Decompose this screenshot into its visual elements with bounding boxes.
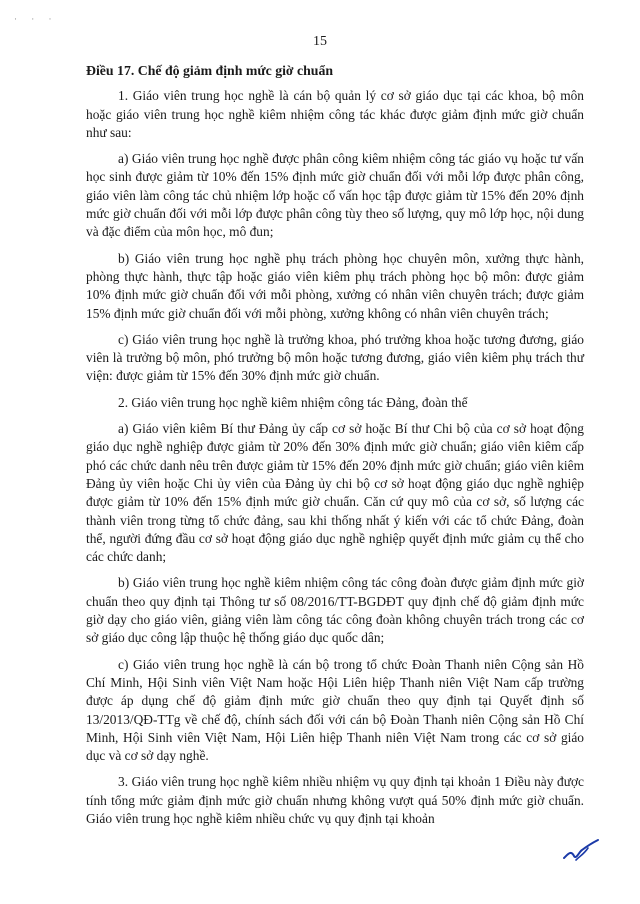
initial-signature-mark <box>562 838 602 866</box>
paragraph: c) Giáo viên trung học nghề là cán bộ trong tổ chức Đoàn Thanh niên Cộng sản Hồ Chí Minh, Hội Sinh viên Việt Nam hoặc Hội Liên hiệp Thanh niên Việt Nam cấp trường được áp dụng chế độ giảm định mức giờ chuẩn theo quy định tại Quyết định số 13/2013/QĐ-TTg về chế độ, chính sách đối với cán bộ Đoàn Thanh niên Cộng sản Hồ Chí Minh, Hội Sinh viên Việt Nam, Hội Liên hiệp Thanh niên Việt Nam trong các cơ sở giáo dục và cơ sở dạy nghề. <box>86 656 584 764</box>
paragraph: a) Giáo viên trung học nghề được phân công kiêm nhiệm công tác giáo vụ hoặc tư vấn học sinh được giảm từ 10% đến 15% định mức giờ chuẩn đối với mỗi lớp được phân công, giáo viên làm công tác chủ nhiệm lớp hoặc cố vấn học tập được giảm từ 15% đến 20% định mức giờ chuẩn đối với mỗi lớp được phân công tùy theo số lượng, quy mô lớp học, nội dung và đặc điểm của môn học, mô đun; <box>86 151 584 240</box>
paragraph: 3. Giáo viên trung học nghề kiêm nhiều nhiệm vụ quy định tại khoản 1 Điều này được tính tổng mức giảm định mức giờ chuẩn nhưng không vượt quá 50% định mức giờ chuẩn. Giáo viên trung học nghề kiêm nhiều chức vụ quy định tại khoản <box>86 774 584 826</box>
paragraph: a) Giáo viên kiêm Bí thư Đảng ủy cấp cơ sở hoặc Bí thư Chi bộ của cơ sở hoạt động giáo dục nghề nghiệp được giảm từ 20% đến 30% định mức giờ chuẩn; giáo viên kiêm cấp phó các chức danh nêu trên được giảm từ 15% đến 20% định mức giờ chuẩn; giáo viên kiêm Đảng ủy viên hoặc Chi ủy viên của Đảng ủy chi bộ cơ sở hoạt động giáo dục nghề nghiệp được giảm từ 10% đến 15% định mức giờ chuẩn. Căn cứ quy mô của cơ sở, số lượng các thành viên trong từng tổ chức đảng, sau khi thống nhất ý kiến với các tổ chức Đảng, đoàn thể, người đứng đầu cơ sở hoạt động giáo dục nghề nghiệp quyết định mức giảm cụ thể cho các chức danh; <box>86 421 584 565</box>
paragraph: b) Giáo viên trung học nghề phụ trách phòng học chuyên môn, xưởng thực hành, phòng thực hành, thực tập hoặc giáo viên kiêm phụ trách phòng học bộ môn: được giảm 10% định mức giờ chuẩn đối với mỗi phòng, xưởng có nhân viên chuyên trách; được giảm 15% định mức giờ chuẩn đối với mỗi phòng, xưởng không có nhân viên chuyên trách; <box>86 250 584 321</box>
scan-specks: · · · <box>14 14 58 24</box>
article-heading: Điều 17. Chế độ giảm định mức giờ chuẩn <box>86 63 334 78</box>
paragraph: 2. Giáo viên trung học nghề kiêm nhiệm công tác Đảng, đoàn thể <box>118 394 468 410</box>
page-number: 15 <box>313 34 327 49</box>
paragraph: b) Giáo viên trung học nghề kiêm nhiệm công tác công đoàn được giảm định mức giờ chuẩn theo quy định tại Thông tư số 08/2016/TT-BGDĐT quy định chế độ giảm định mức giờ dạy cho giáo viên, giảng viên làm công tác công đoàn không chuyên trách trong các cơ sở giáo dục công lập thuộc hệ thống giáo dục quốc dân; <box>86 575 584 646</box>
paragraph: c) Giáo viên trung học nghề là trưởng khoa, phó trưởng khoa hoặc tương đương, giáo viên là trưởng bộ môn, phó trưởng bộ môn hoặc tương đương, giáo viên kiêm phụ trách thư viện: được giảm từ 15% đến 30% định mức giờ chuẩn. <box>86 331 584 384</box>
document-body <box>86 62 584 836</box>
paragraph: 1. Giáo viên trung học nghề là cán bộ quản lý cơ sở giáo dục tại các khoa, bộ môn hoặc giáo viên trung học nghề kiêm nhiệm công tác khác được giảm định mức giờ chuẩn như sau: <box>86 88 584 140</box>
